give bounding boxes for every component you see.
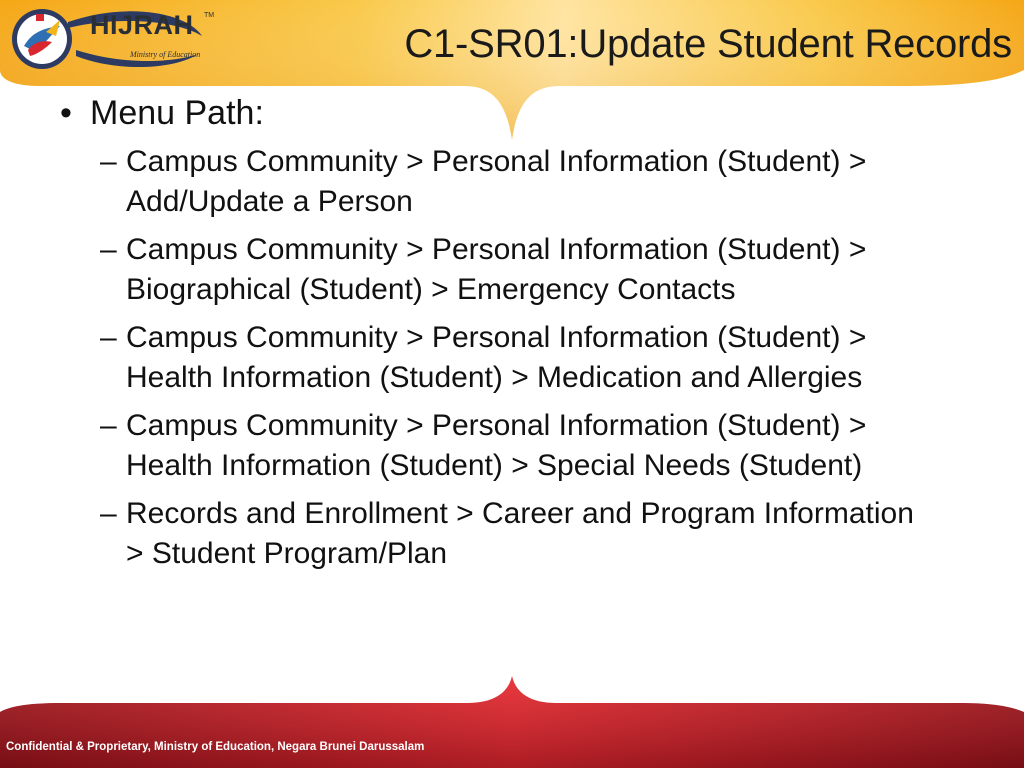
menu-path-text: Campus Community > Personal Information (Student) > Add/Update a Person	[126, 145, 867, 218]
menu-path-item	[60, 318, 926, 398]
slide-body	[60, 91, 990, 582]
logo-wordmark: HIJRAH	[90, 10, 194, 40]
dash-marker: –	[100, 497, 117, 530]
hijrah-logo	[6, 6, 215, 72]
logo-trademark: TM	[204, 12, 215, 19]
dash-marker: –	[100, 145, 117, 178]
dash-marker: –	[100, 233, 117, 266]
menu-path-text: Campus Community > Personal Information (Student) > Biographical (Student) > Emergency Contacts	[126, 233, 867, 306]
logo-subtitle: Ministry of Education	[130, 50, 201, 59]
menu-path-item	[60, 406, 926, 486]
bullet-marker: •	[60, 94, 72, 132]
footer-confidential-text: Confidential & Proprietary, Ministry of Education, Negara Brunei Darussalam	[6, 741, 425, 753]
menu-path-item	[60, 494, 926, 574]
menu-path-text: Records and Enrollment > Career and Program Information > Student Program/Plan	[126, 497, 914, 570]
dash-marker: –	[100, 409, 117, 442]
bullet-text: Menu Path:	[90, 94, 264, 132]
dash-marker: –	[100, 321, 117, 354]
menu-path-item	[60, 142, 926, 222]
slide-title: C1-SR01:Update Student Records	[404, 22, 1012, 66]
bullet-menu-path	[60, 91, 990, 135]
menu-path-item	[60, 230, 926, 310]
menu-path-list	[60, 142, 990, 574]
menu-path-text: Campus Community > Personal Information (Student) > Health Information (Student) > Medication and Allergies	[126, 321, 867, 394]
menu-path-text: Campus Community > Personal Information (Student) > Health Information (Student) > Special Needs (Student)	[126, 409, 867, 482]
